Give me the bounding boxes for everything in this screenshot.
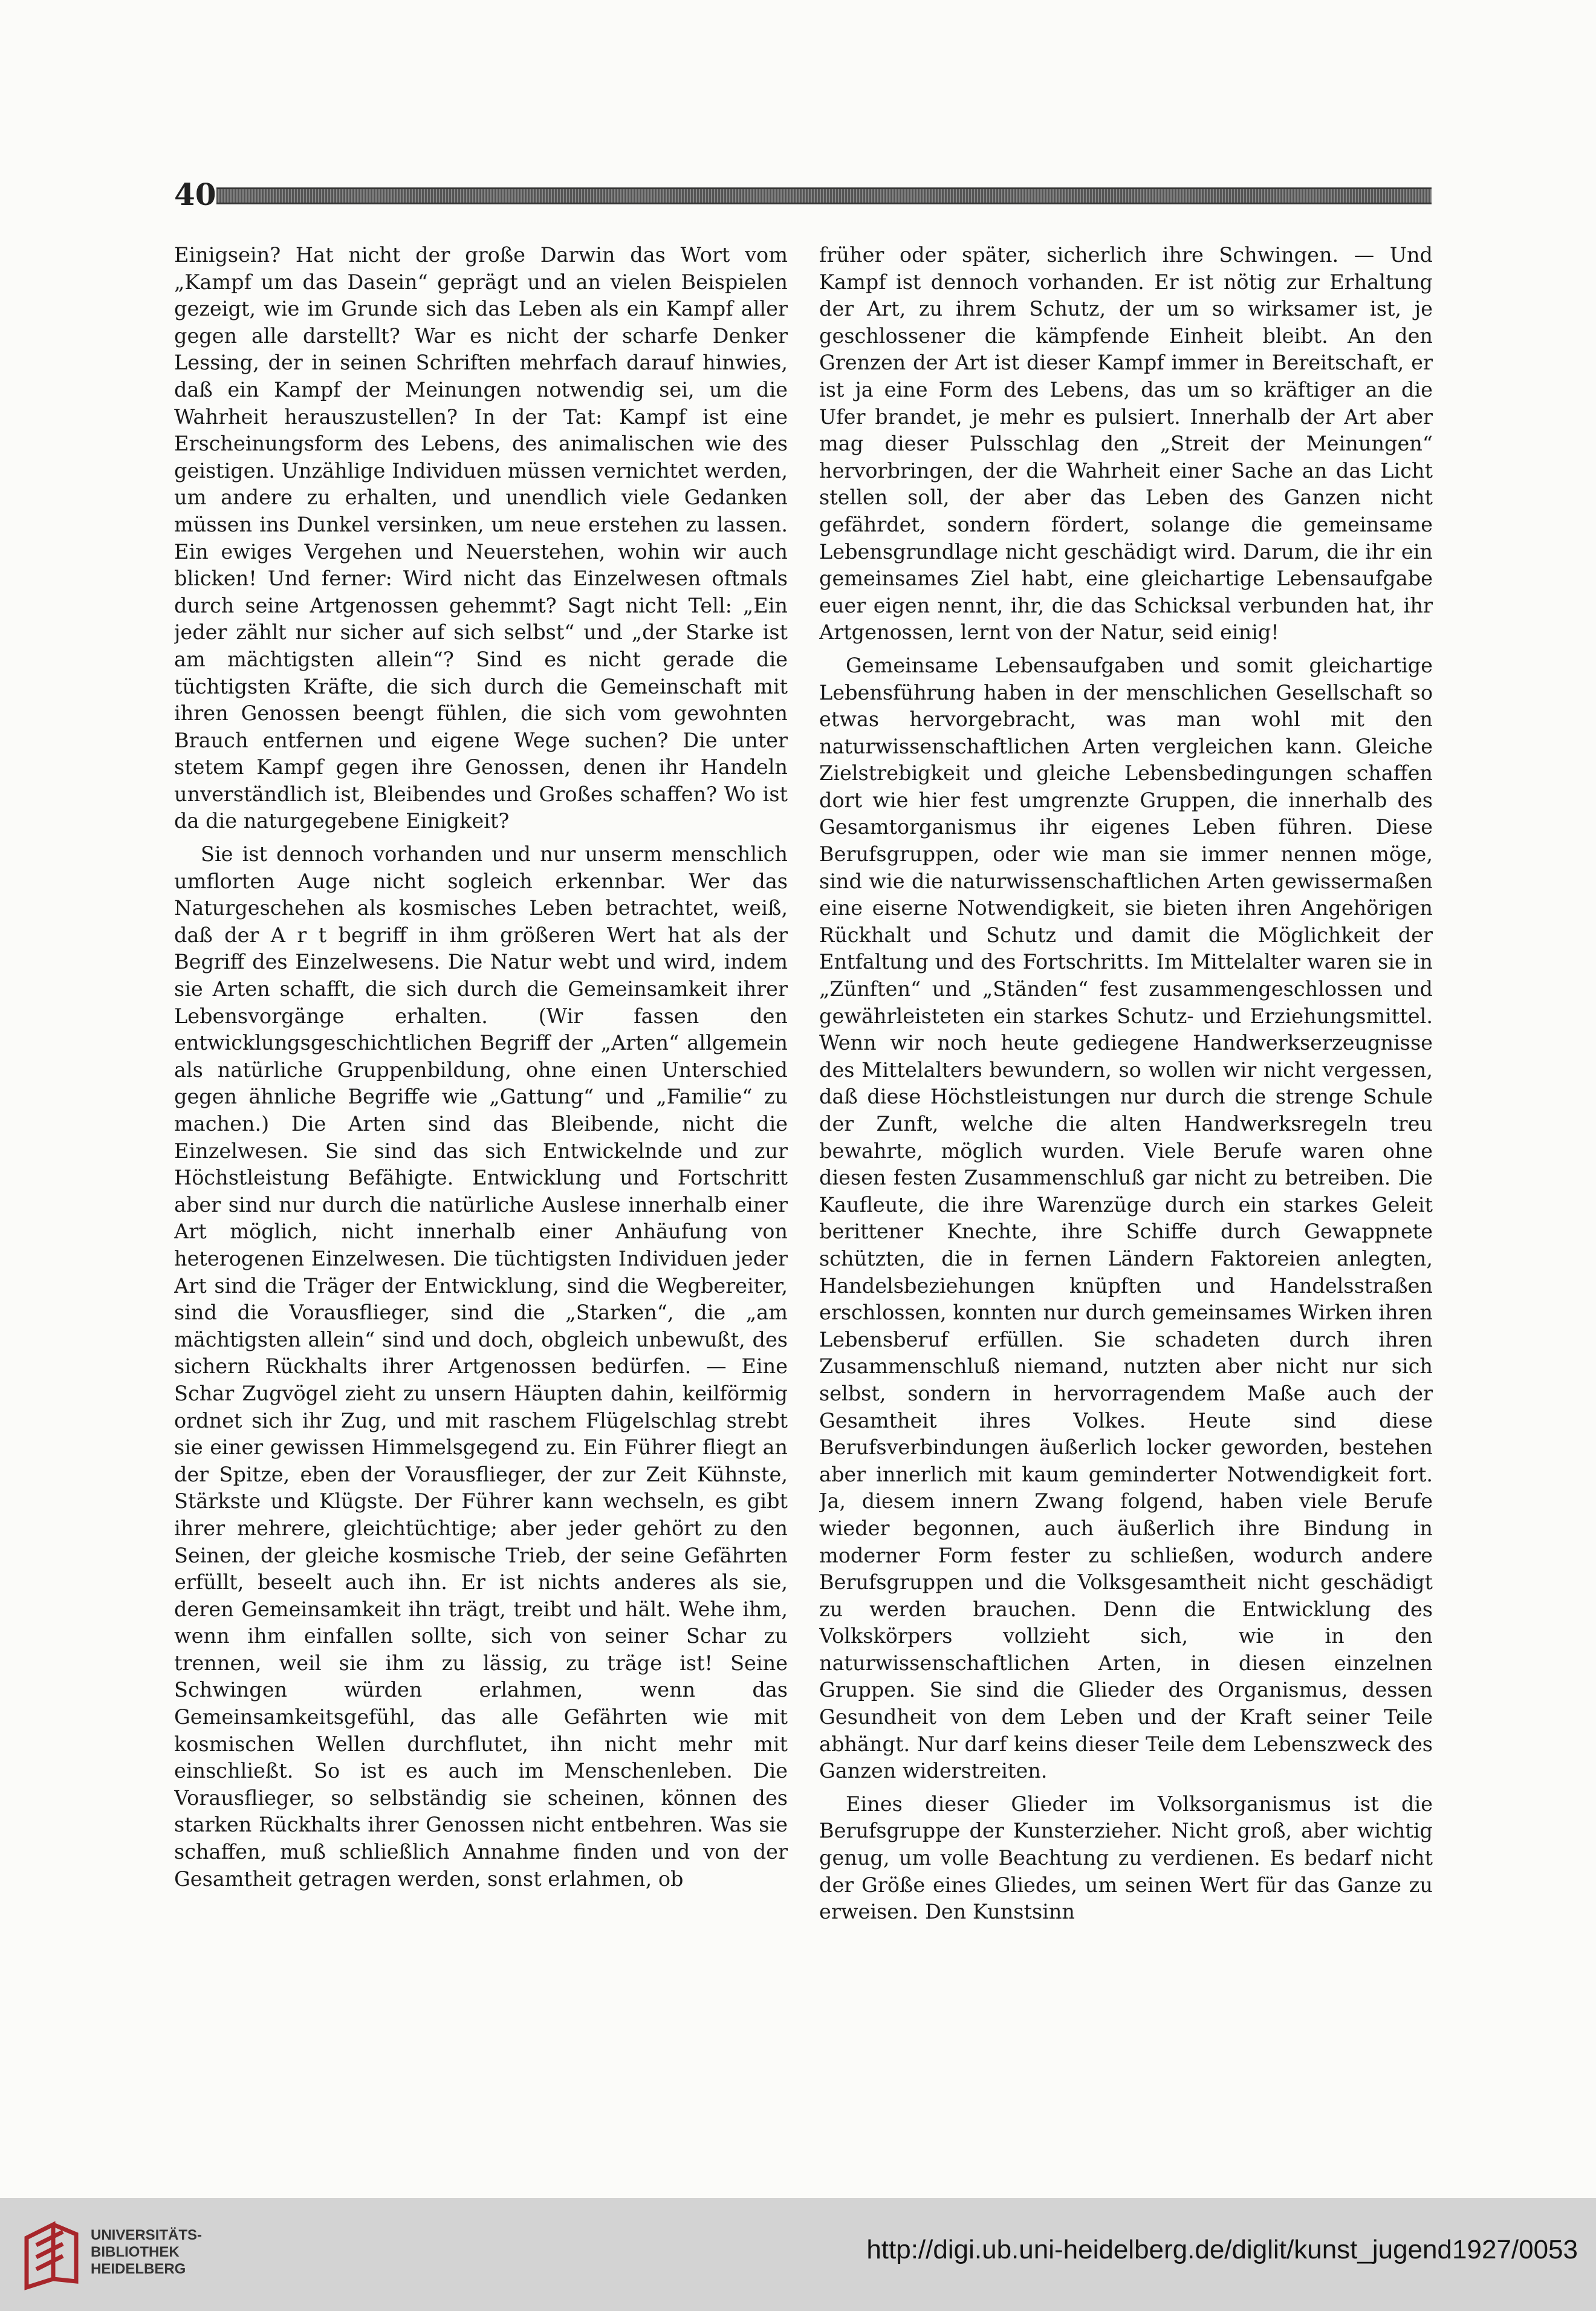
page-header (174, 177, 1432, 213)
institution-name (91, 2227, 202, 2278)
paragraph: Gemeinsame Lebensaufgaben und somit gleichartige Lebensführung haben in der menschlichen Gesellschaft so etwas hervorgebracht, was man wohl mit den naturwissenschaftlichen Arten vergleichen kann. Gleiche Zielstrebigkeit und gleiche Lebensbedingungen schaffen dort wie hier fest umgrenzte Gruppen, die innerhalb des Gesamtorganismus ihr eigenes Leben führen. Diese Berufsgruppen, oder wie man sie immer nennen möge, sind wie die naturwissenschaftlichen Arten gewissermaßen eine eiserne Notwendigkeit, sie bieten ihren Angehörigen Rückhalt und Schutz und damit die Möglichkeit der Entfaltung und des Fortschritts. Im Mittelalter waren sie in „Zünften“ und „Ständen“ fest zusammengeschlossen und gewährleisteten ein starkes Schutz- und Erziehungsmittel. Wenn wir noch heute gediegene Handwerkserzeugnisse des Mittelalters bewundern, so wollen wir nicht vergessen, daß diese Höchstleistungen nur durch die strenge Schule der Zunft, welche die alten Handwerksregeln treu bewahrte, möglich wurden. Viele Berufe waren ohne diesen festen Zusammenschluß gar nicht zu betreiben. Die Kaufleute, die ihre Warenzüge durch ein starkes Geleit berittener Knechte, ihre Schiffe durch Gewappnete schützten, die in fernen Ländern Faktoreien anlegten, Handelsbeziehungen knüpften und Handelsstraßen erschlossen, konnten nur durch gemeinsames Wirken ihren Lebensberuf erfüllen. Sie schadeten durch ihren Zusammenschluß niemand, nutzten aber nicht nur sich selbst, sondern in hervorragendem Maße auch der Gesamtheit ihres Volkes. Heute sind diese Berufsverbindungen äußerlich locker geworden, bestehen aber innerlich mit kaum geminderter Notwendigkeit fort. Ja, diesem innern Zwang folgend, haben viele Berufe wieder begonnen, auch äußerlich ihre Bindung in moderner Form fester zu schließen, wodurch andere Berufsgruppen und die Volksgesamtheit nicht geschädigt zu werden brauchen. Denn die Entwicklung des Volkskörpers vollzieht sich, wie in den naturwissenschaftlichen Arten, in diesen einzelnen Gruppen. Sie sind die Glieder des Organismus, dessen Gesundheit von dem Leben und der Kraft seiner Teile abhängt. Nur darf keins dieser Teile dem Lebenszweck des Ganzen widerstreiten. (819, 653, 1433, 1783)
institution-line: UNIVERSITÄTS- (91, 2227, 203, 2243)
paragraph: früher oder später, sicherlich ihre Schwingen. — Und Kampf ist dennoch vorhanden. Er ist nötig zur Erhaltung der Art, zu ihrem Schutz, der um so wirksamer ist, je geschlossener die kämpfende Einheit bleibt. An den Grenzen der Art ist dieser Kampf immer in Bereitschaft, er ist ja eine Form des Lebens, das um so kräftiger an die Ufer brandet, je mehr es pulsiert. Innerhalb der Art aber mag dieser Pulsschlag den „Streit der Meinungen“ hervorbringen, der die Wahrheit einer Sache an das Licht stellen soll, der aber das Leben des Ganzen nicht gefährdet, sondern fördert, solange die gemeinsame Lebensgrundlage nicht geschädigt wird. Darum, die ihr ein gemeinsames Ziel habt, eine gleichartige Lebensaufgabe euer eigen nennt, ihr, die das Schicksal verbunden hat, ihr Artgenossen, lernt von der Natur, seid einig! (819, 243, 1433, 645)
paragraph: Sie ist dennoch vorhanden und nur unserm menschlich umflorten Auge nicht sogleich erkennbar. Wer das Naturgeschehen als kosmisches Leben betrachtet, weiß, daß der A r t begriff in ihm größeren Wert hat als der Begriff des Einzelwesens. Die Natur webt und wird, indem sie Arten schafft, die sich durch die Gemeinsamkeit ihrer Lebensvorgänge erhalten. (Wir fassen den entwicklungsgeschichtlichen Begriff der „Arten“ allgemein als natürliche Gruppenbildung, ohne einen Unterschied gegen ähnliche Begriffe wie „Gattung“ und „Familie“ zu machen.) Die Arten sind das Bleibende, nicht die Einzelwesen. Sie sind das sich Entwickelnde und zur Höchstleistung Befähigte. Entwicklung und Fortschritt aber sind nur durch die natürliche Auslese innerhalb einer Art möglich, nicht innerhalb einer Anhäufung von heterogenen Einzelwesen. Die tüchtigsten Individuen jeder Art sind die Träger der Entwicklung, sind die Wegbereiter, sind die Vorausflieger, sind die „Starken“, die „am mächtigsten allein“ sind und doch, obgleich unbewußt, des sichern Rückhalts ihrer Artgenossen bedürfen. — Eine Schar Zugvögel zieht zu unsern Häupten dahin, keilförmig ordnet sich ihr Zug, und mit raschem Flügelschlag strebt sie einer gewissen Himmelsgegend zu. Ein Führer fliegt an der Spitze, eben der Vorausflieger, der zur Zeit Kühnste, Stärkste und Klügste. Der Führer kann wechseln, es gibt ihrer mehrere, gleichtüchtige; aber jeder gehört zu den Seinen, der gleiche kosmische Trieb, der seine Gefährten erfüllt, beseelt auch ihn. Er ist nichts anderes als sie, deren Gemeinsamkeit ihn trägt, treibt und hält. Wehe ihm, wenn ihm einfallen sollte, sich von seiner Schar zu trennen, weil sie ihm zu lässig, zu träge ist! Seine Schwingen würden erlahmen, wenn das Gemeinsamkeitsgefühl, das alle Gefährten wie mit kosmischen Wellen durchflutet, ihn nicht mehr mit einschließt. So ist es auch im Menschenleben. Die Vorausflieger, so selbständig sie scheinen, können des starken Rückhalts ihrer Genossen nicht entbehren. Was sie schaffen, muß schließlich Annahme finden und von der Gesamtheit getragen werden, sonst erlahmen, ob (174, 842, 788, 1891)
left-column (174, 242, 788, 2026)
permalink-url[interactable]: http://digi.ub.uni-heidelberg.de/diglit/kunst_jugend1927/0053 (866, 2235, 1578, 2264)
page-number: 40 (174, 177, 216, 212)
paragraph: Eines dieser Glieder im Volksorganismus ist die Berufsgruppe der Kunsterzieher. Nicht groß, aber wichtig genug, um volle Beachtung zu verdienen. Es bedarf nicht der Größe eines Gliedes, um seinen Wert für das Ganze zu erweisen. Den Kunstsinn (819, 1792, 1433, 1924)
digitization-footer (0, 2198, 1596, 2311)
paragraph: Einigsein? Hat nicht der große Darwin das Wort vom „Kampf um das Dasein“ geprägt und an vielen Beispielen gezeigt, wie im Grunde sich das Leben als ein Kampf aller gegen alle darstellt? War es nicht der scharfe Denker Lessing, der in seinen Schriften mehrfach darauf hinwies, daß ein Kampf der Meinungen notwendig sei, um die Wahrheit herauszustellen? In der Tat: Kampf ist eine Erscheinungsform des Lebens, des animalischen wie des geistigen. Unzählige Individuen müssen vernichtet werden, um andere zu erhalten, und unendlich viele Gedanken müssen ins Dunkel versinken, um neue erstehen zu lassen. Ein ewiges Vergehen und Neuerstehen, wohin wir auch blicken! Und ferner: Wird nicht das Einzelwesen oftmals durch seine Artgenossen gehemmt? Sagt nicht Tell: „Ein jeder zählt nur sicher auf sich selbst“ und „der Starke ist am mächtigsten allein“? Sind es nicht gerade die tüchtigsten Kräfte, die sich durch die Gemeinschaft mit ihren Genossen beengt fühlen, die sich vom gewohnten Brauch entfernen und eigene Wege suchen? Die unter stetem Kampf gegen ihre Genossen, denen ihr Handeln unverständlich ist, Bleibendes und Großes schaffen? Wo ist da die naturgegebene Einigkeit? (174, 243, 788, 833)
institution-line: BIBLIOTHEK (91, 2244, 180, 2260)
header-rule (216, 187, 1432, 204)
heidelberg-university-library-logo-icon (18, 2214, 85, 2292)
right-column (819, 242, 1433, 2026)
institution-line: HEIDELBERG (91, 2261, 186, 2277)
